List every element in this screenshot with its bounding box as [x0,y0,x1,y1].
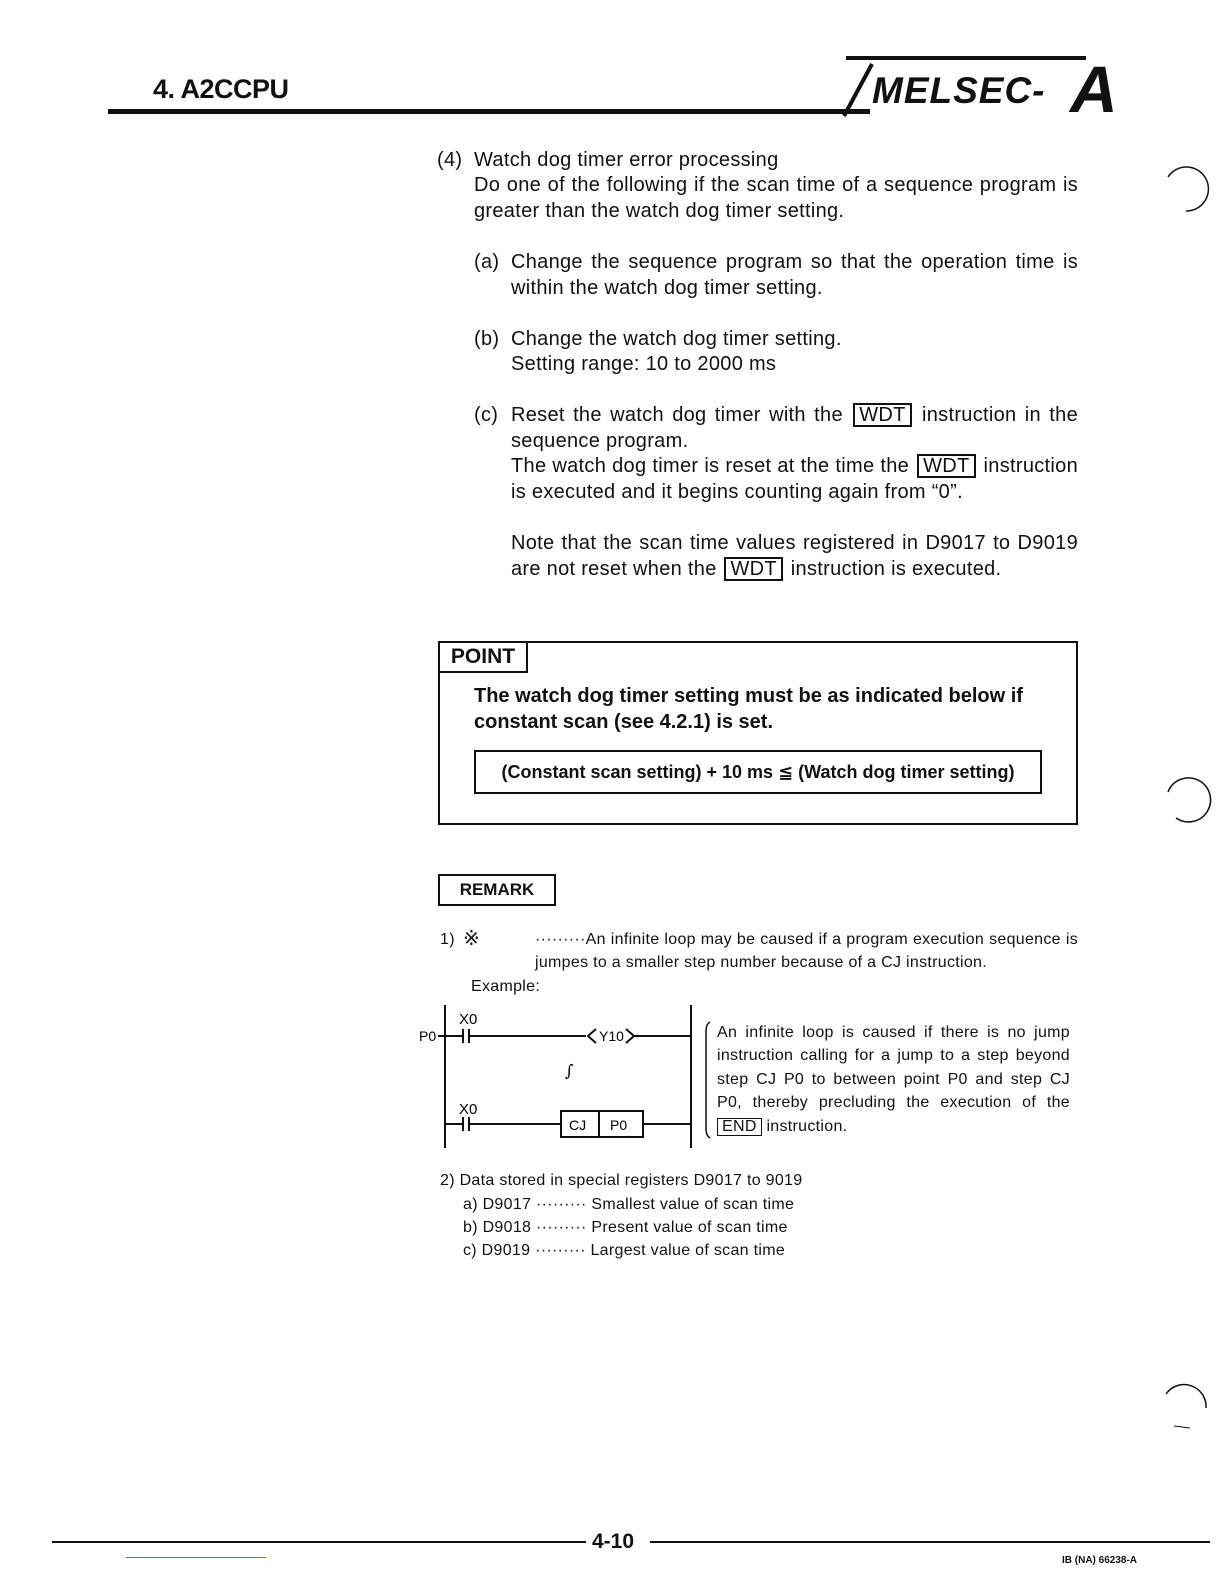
item-a-text: Change the sequence program so that the operation time is within the watch dog timer setting. [511,251,1078,299]
end-instruction-box: END [717,1118,762,1136]
item-b-text: Change the watch dog timer setting. [511,328,842,350]
wdt-instruction-box: WDT [853,403,911,427]
footer-link-underline [126,1557,266,1558]
section-intro: Do one of the following if the scan time of a sequence program is greater than the watch dog timer setting. [474,174,1078,222]
wdt-instruction-box: WDT [724,557,782,581]
pointer-label: P0 [419,1028,437,1044]
ladder-note-text: An infinite loop is caused if there is no jump instruction calling for a jump to a step beyond step CJ P0 to between point P0 and step CJ P0, thereby precluding the execution of the [717,1024,1070,1112]
punch-hole-icon [1160,772,1216,828]
item-c-paragraph-2 [511,454,1078,505]
contact-1-label: X0 [459,1011,478,1028]
ladder-note [717,1021,1070,1138]
register-item: a) D9017 ········· Smallest value of scan time [463,1196,795,1213]
page-number: 4-10 [592,1530,635,1553]
coil-icon [588,1029,596,1043]
item-c-text2-post: instruction is executed and it begins counting again from “0”. [511,455,1078,503]
footer-rule-right [650,1541,1210,1543]
item-c-text3-pre: Note that the scan time values registered in D9017 to D9019 are not reset when the [511,532,1078,580]
section-title: Watch dog timer error processing [474,149,779,171]
coil-label: Y10 [599,1028,624,1044]
logo-top-bar [846,56,1086,60]
reference-mark-icon: ※ [463,928,480,950]
item-c-label: (c) [474,404,499,426]
remark-2-title: 2) Data stored in special registers D9017 to 9019 [440,1172,803,1189]
remark-1-text: ·········An infinite loop may be caused if a program execution sequence is jumpes to a smaller step number because of a CJ instruction. [535,931,1078,972]
contact-2-label: X0 [459,1101,478,1118]
cj-target-label: P0 [610,1117,628,1133]
punch-hole-icon [1160,1378,1216,1434]
item-c-text1-post: instruction in the sequence program. [511,404,1079,452]
item-a-label: (a) [474,251,500,273]
remark-tag: REMARK [438,874,556,906]
register-item: c) D9019 ········· Largest value of scan time [463,1242,786,1259]
ladder-note-post: instruction. [766,1117,848,1135]
point-formula: (Constant scan setting) + 10 ms ≦ (Watch dog timer setting) [474,750,1042,794]
cj-label: CJ [569,1117,587,1133]
item-c-text1-pre: Reset the watch dog timer with the [511,404,843,426]
continuation-mark: ∫ [565,1061,574,1080]
ladder-diagram [418,1000,708,1150]
item-c-text2-pre: The watch dog timer is reset at the time the [511,455,910,477]
header-rule [108,109,870,114]
section-number: (4) [437,149,463,171]
item-c-paragraph-3 [511,531,1078,582]
footer-rule-left [52,1541,586,1543]
example-label: Example: [471,978,541,995]
wdt-instruction-box: WDT [917,454,975,478]
note-brace-icon [700,1020,716,1140]
punch-hole-icon [1160,165,1216,217]
item-c-text3-post: instruction is executed. [790,557,1002,580]
point-text: The watch dog timer setting must be as indicated below if constant scan (see 4.2.1) is set. [474,685,1023,733]
item-b-range: Setting range: 10 to 2000 ms [511,353,777,375]
register-item: b) D9018 ········· Present value of scan time [463,1219,788,1236]
chapter-heading: 4. A2CCPU [153,74,289,104]
point-tag: POINT [440,643,528,673]
document-code: IB (NA) 66238-A [1062,1555,1138,1566]
remark-1-number: 1) [440,931,455,948]
item-b-label: (b) [474,328,500,350]
logo-letter: A [1070,52,1118,126]
logo-text: MELSEC- [872,70,1046,111]
item-c-paragraph-1 [511,403,1078,454]
